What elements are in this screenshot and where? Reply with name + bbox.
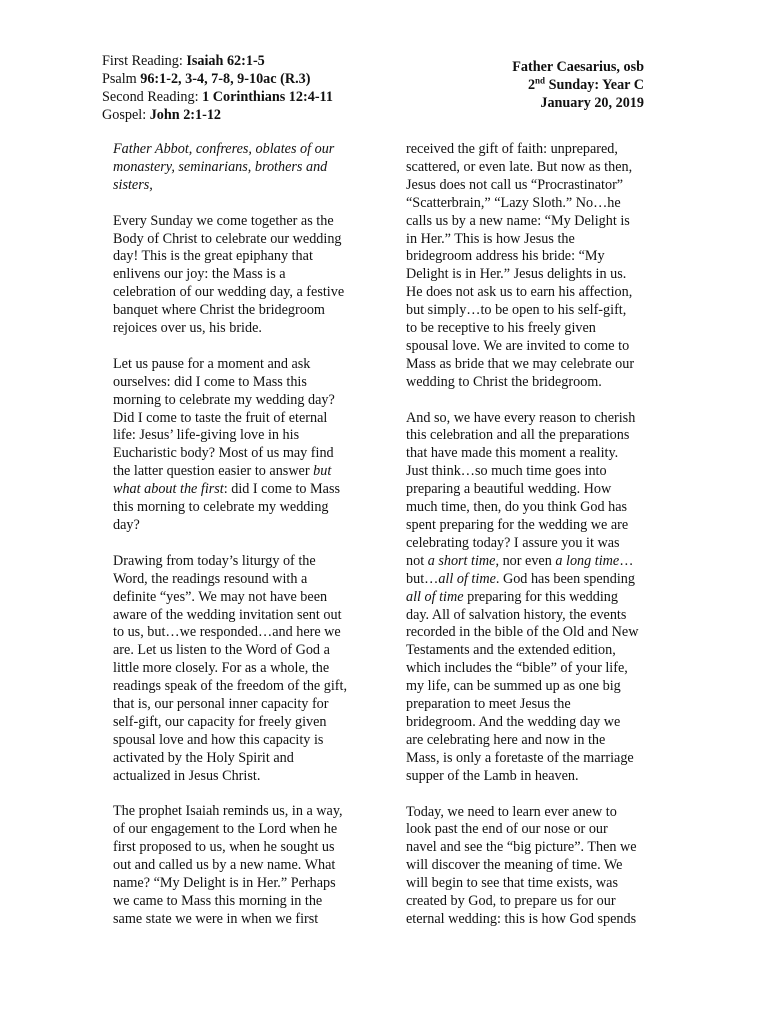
reading-first: First Reading: Isaiah 62:1-5 <box>102 53 265 69</box>
text-column-right <box>406 141 668 947</box>
paragraph: And so, we have every reason to cherish this celebration and all the preparations that have made this moment a reality. Just think…so much time goes into preparing a beautiful wedding. How much time, then, do you think God has spent preparing for the wedding we are celebrating today? I assure you it was not a short time, nor even a long time… but…all of time. God has been spending all of time preparing for this wedding day. All of salvation history, the events recorded in the bible of the Old and New Testaments and the extended edition, which includes the “bible” of your life, my life, can be summed up as one big preparation to meet Jesus the bridegroom. And the wedding day we are celebrating here and now in the Mass, is only a foretaste of the marriage supper of the Lamb in heaven. <box>406 409 639 784</box>
homily-date: January 20, 2019 <box>540 95 644 111</box>
paragraph: Today, we need to learn ever anew to look past the end of our nose or our navel and see the “big picture”. Then we will discover the meaning of time. We will begin to see that time exists, was created by God, to prepare us for our eternal wedding: this is how God spends <box>406 803 637 927</box>
sunday-label: 2nd Sunday: Year C <box>527 75 644 93</box>
salutation: Father Abbot, confreres, oblates of our monastery, seminarians, brothers and sisters, <box>113 141 335 193</box>
author: Father Caesarius, osb <box>512 59 644 75</box>
homily-info <box>512 58 644 112</box>
reading-psalm: Psalm 96:1-2, 3-4, 7-8, 9-10ac (R.3) <box>102 71 311 87</box>
text-column-left <box>113 141 373 947</box>
paragraph: The prophet Isaiah reminds us, in a way, of our engagement to the Lord when he first proposed to us, when he sought us out and called us by a new name. What name? “My Delight is in Her.” Perhaps we came to Mass this morning in the same state we were in when we first <box>113 803 343 927</box>
readings-list <box>102 52 333 124</box>
paragraph: received the gift of faith: unprepared, scattered, or even late. But now as then, Jesus does not call us “Procrastinator” “Scatterbrain,” “Lazy Sloth.” No…he calls us by a new name: “My Delight is in Her.” This is how Jesus the bridegroom address his bride: “My Delight is in Her.” Jesus delights in us. He does not ask us to earn his affection, but simply…to be open to his self-gift, to be receptive to his freely given spousal love. We are invited to come to Mass as bride that we may celebrate our wedding to Christ the bridegroom. <box>406 141 635 390</box>
paragraph: Let us pause for a moment and ask ourselves: did I come to Mass this morning to celebrate my wedding day? Did I come to taste the fruit of eternal life: Jesus’ life-giving love in his Eucharistic body? Most of us may find the latter question easier to answer but what about the first: did I come to Mass this morning to celebrate my wedding day? <box>113 355 340 533</box>
paragraph: Every Sunday we come together as the Body of Christ to celebrate our wedding day! This is the great epiphany that enlivens our joy: the Mass is a celebration of our wedding day, a festive banquet where Christ the bridegroom rejoices over us, his bride. <box>113 212 345 337</box>
reading-second: Second Reading: 1 Corinthians 12:4-11 <box>102 89 333 105</box>
paragraph: Drawing from today’s liturgy of the Word, the readings resound with a definite “yes”. We may not have been aware of the wedding invitation sent out to us, but…we responded…and here we are. Let us listen to the Word of God a little more closely. For as a whole, the readings speak of the freedom of the gift, that is, our personal inner capacity for self-gift, our capacity for freely given spousal love and how this capacity is activated by the Holy Spirit and actualized in Jesus Christ. <box>113 552 348 784</box>
reading-gospel: Gospel: John 2:1-12 <box>102 107 222 123</box>
